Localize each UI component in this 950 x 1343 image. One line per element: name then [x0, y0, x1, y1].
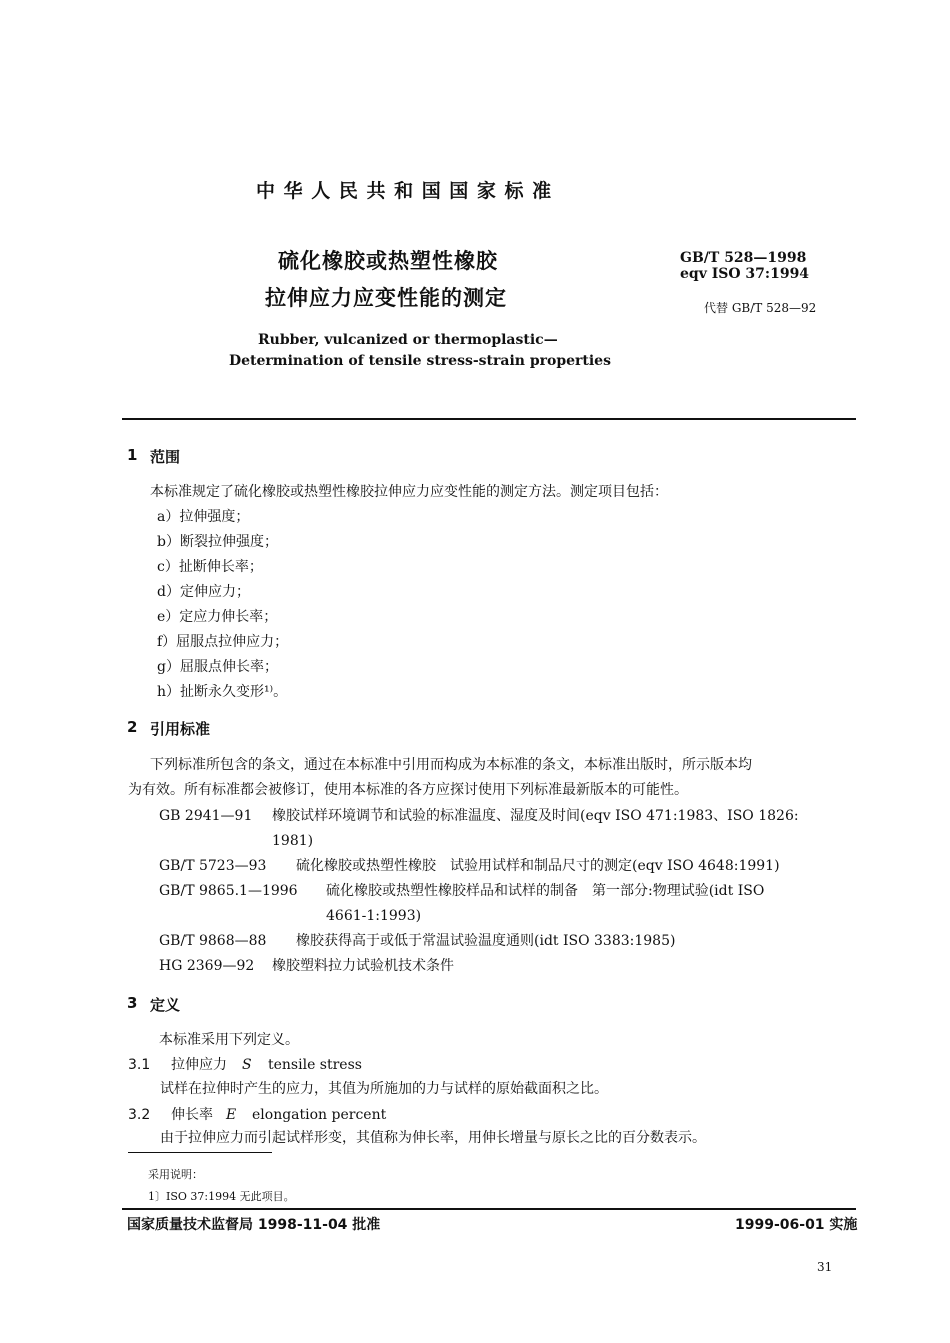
reference-code: GB/T 9865.1—1996: [159, 883, 298, 899]
list-item: a）拉伸强度；: [157, 509, 250, 525]
definition-term: 拉伸应力: [171, 1057, 227, 1073]
section-3-number: 3: [127, 994, 138, 1012]
definition-text: 试样在拉伸时产生的应力，其值为所施加的力与试样的原始截面积之比。: [160, 1081, 608, 1097]
section-2-number: 2: [127, 718, 138, 736]
replaces-code: 代替 GB/T 528—92: [704, 301, 817, 315]
reference-title-continuation: 4661-1:1993): [326, 908, 422, 924]
footnote-text: 1〕ISO 37:1994 无此项目。: [148, 1190, 295, 1203]
english-title-line-2: Determination of tensile stress-strain properties: [229, 353, 611, 369]
footer-divider: [122, 1208, 856, 1210]
standard-code: GB/T 528—1998: [680, 250, 807, 266]
section-3-intro: 本标准采用下列定义。: [159, 1032, 299, 1048]
definition-term: 伸长率: [171, 1107, 213, 1123]
list-item: g）屈服点伸长率；: [157, 659, 278, 675]
list-item: h）扯断永久变形¹⁾。: [157, 684, 288, 700]
footnote-divider: [128, 1152, 272, 1153]
section-1-intro: 本标准规定了硫化橡胶或热塑性橡胶拉伸应力应变性能的测定方法。测定项目包括：: [150, 484, 668, 500]
definition-english-term: tensile stress: [268, 1057, 362, 1073]
section-3-title: 定义: [150, 996, 181, 1014]
reference-title: 橡胶试样环境调节和试验的标准温度、湿度及时间(eqv ISO 471:1983、ISO 1826:: [272, 808, 799, 824]
definition-symbol: S: [242, 1057, 252, 1073]
section-2-paragraph-line-1: 下列标准所包含的条文，通过在本标准中引用而构成为本标准的条文，本标准出版时，所示版本均: [150, 757, 752, 773]
title-line-2: 拉伸应力应变性能的测定: [265, 286, 507, 310]
list-item: f）屈服点拉伸应力；: [157, 634, 289, 650]
footnote-label: 采用说明：: [148, 1168, 203, 1181]
reference-title: 橡胶塑料拉力试验机技术条件: [272, 958, 454, 974]
reference-code: GB/T 9868—88: [159, 933, 267, 949]
reference-code: GB 2941—91: [159, 808, 253, 824]
reference-code: HG 2369—92: [159, 958, 255, 974]
title-line-1: 硫化橡胶或热塑性橡胶: [278, 249, 498, 273]
definition-number: 3.1: [128, 1057, 151, 1073]
list-item: c）扯断伸长率；: [157, 559, 263, 575]
approval-line: 国家质量技术监督局 1998-11-04 批准: [127, 1217, 381, 1233]
list-item: d）定伸应力；: [157, 584, 250, 600]
definition-number: 3.2: [128, 1107, 151, 1123]
page-number: 31: [817, 1260, 833, 1274]
national-standard-label: 中 华 人 民 共 和 国 国 家 标 准: [256, 180, 553, 202]
definition-text: 由于拉伸应力而引起试样形变，其值称为伸长率，用伸长增量与原长之比的百分数表示。: [160, 1130, 706, 1146]
section-2-paragraph-line-2: 为有效。所有标准都会被修订，使用本标准的各方应探讨使用下列标准最新版本的可能性。: [128, 782, 688, 798]
reference-title: 硫化橡胶或热塑性橡胶 试验用试样和制品尺寸的测定(eqv ISO 4648:1991): [296, 858, 780, 874]
english-title-line-1: Rubber, vulcanized or thermoplastic—: [258, 332, 558, 348]
section-1-title: 范围: [150, 448, 181, 466]
reference-title: 硫化橡胶或热塑性橡胶样品和试样的制备 第一部分:物理试验(idt ISO: [326, 883, 765, 899]
reference-title: 橡胶获得高于或低于常温试验温度通则(idt ISO 3383:1985): [296, 933, 676, 949]
section-2-title: 引用标准: [150, 720, 211, 738]
reference-title-continuation: 1981): [272, 833, 314, 849]
list-item: e）定应力伸长率；: [157, 609, 278, 625]
header-divider: [122, 418, 856, 420]
definition-english-term: elongation percent: [252, 1107, 387, 1123]
implementation-date: 1999-06-01 实施: [735, 1217, 858, 1233]
list-item: b）断裂拉伸强度；: [157, 534, 278, 550]
equivalence-code: eqv ISO 37:1994: [680, 266, 810, 282]
definition-symbol: E: [226, 1107, 237, 1123]
reference-code: GB/T 5723—93: [159, 858, 267, 874]
section-1-number: 1: [127, 446, 138, 464]
